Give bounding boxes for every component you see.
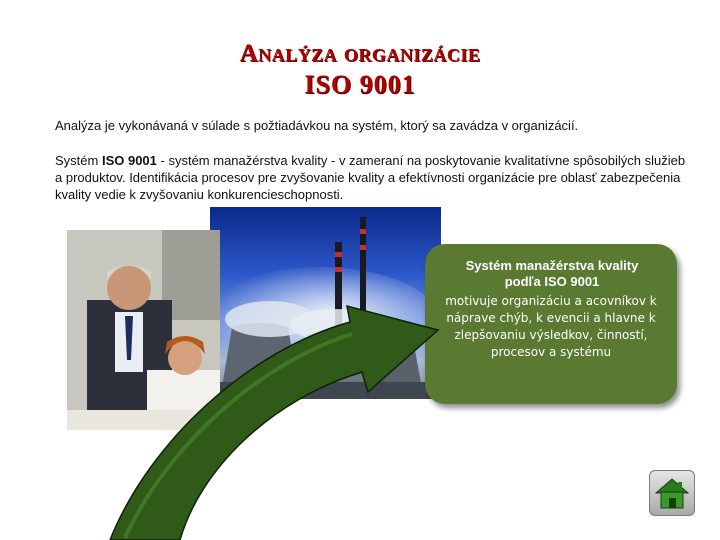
page-title: Analýza organizácie (239, 40, 481, 67)
iso-paragraph-rest: - systém manažérstva kvality - v zameraní na poskytovanie kvalitatívne spôsobilých služieb a produktov. Identifikácia procesov pre zvyšovanie kvality a efektívnosti organizácie pre oblasť zabezpečenia kvality vedie k zvyšovaniu konkurencieschopnosti. (55, 153, 686, 202)
callout-title-line2: podľa ISO 9001 (504, 274, 600, 289)
home-icon (650, 471, 694, 515)
callout-title-line1: Systém manažérstva kvality (465, 258, 639, 273)
callout-body: motivuje organizáciu a acovníkov k náprave chýb, k evencii a hlavne k zlepšovaniu výsledkov, činností, procesov a systému (445, 294, 657, 359)
home-button[interactable] (649, 470, 695, 516)
callout-title (442, 258, 662, 290)
page-subtitle: ISO 9001 (304, 70, 416, 99)
iso-paragraph-prefix: Systém (55, 153, 102, 168)
iso-paragraph-bold: ISO 9001 (101, 153, 157, 168)
intro-paragraph: Analýza je vykonávaná v súlade s požtiadávkou na systém, ktorý sa zavádza v organizácií. (55, 118, 579, 133)
